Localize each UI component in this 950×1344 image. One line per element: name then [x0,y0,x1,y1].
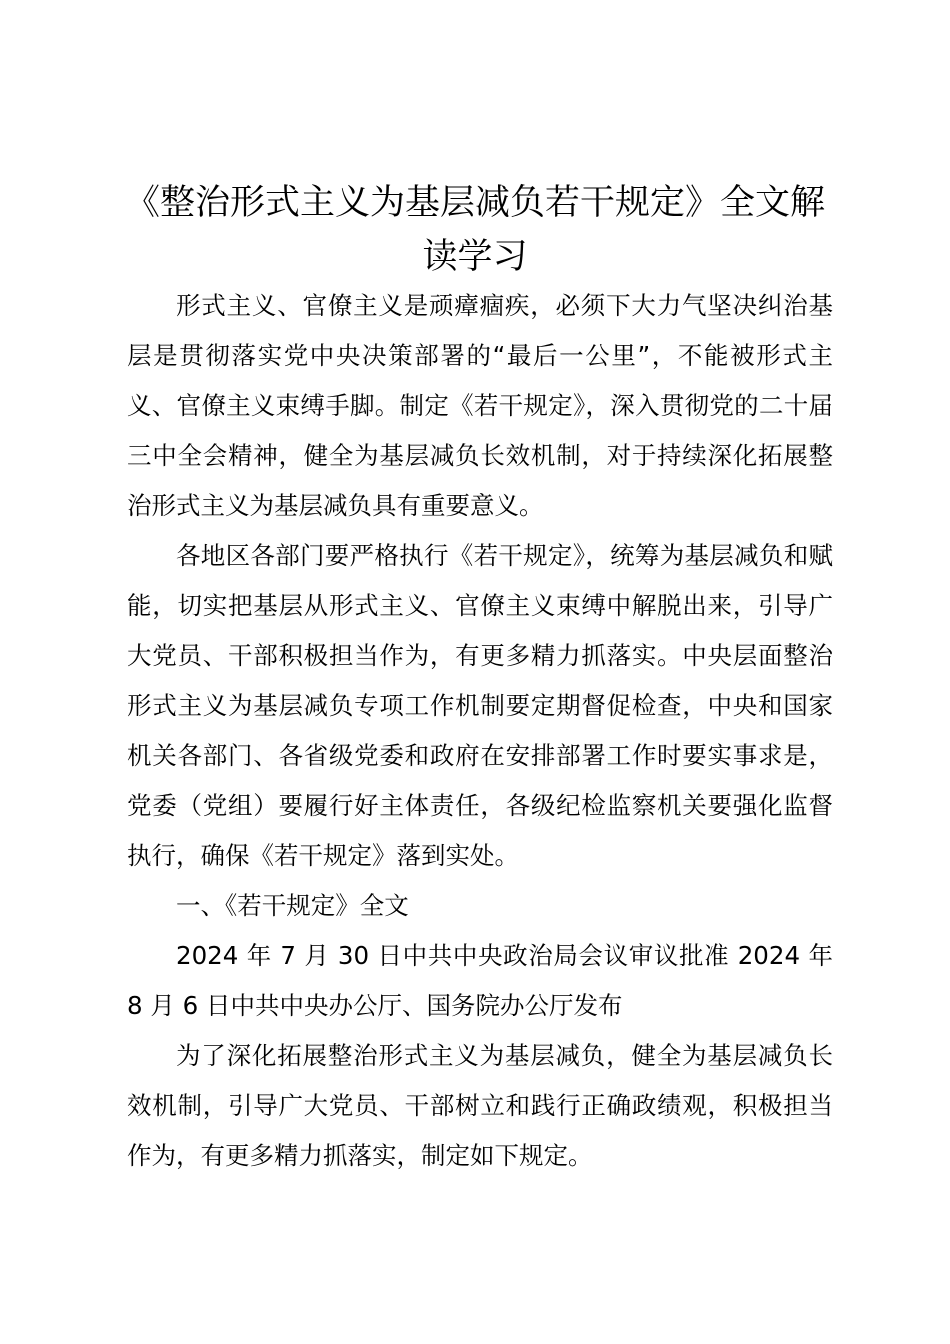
section-heading: 一、《若干规定》全文 [176,891,409,920]
paragraph-dates: 2024 年 7 月 30 日中共中央政治局会议审议批准 2024 年 8 月 6 日中共中央办公厅、国务院办公厅发布 [127,941,833,1020]
document-body [127,281,833,1181]
paragraph-intro: 形式主义、官僚主义是顽瘴痼疾，必须下大力气坚决纠治基层是贯彻落实党中央决策部署的“最后一公里”，不能被形式主义、官僚主义束缚手脚。制定《若干规定》，深入贯彻党的二十届三中全会精神，健全为基层减负长效机制，对于持续深化拓展整治形式主义为基层减负具有重要意义。 [127,291,833,520]
document-title: 《整治形式主义为基层减负若干规定》全文解读学习 [124,183,825,277]
paragraph-purpose: 为了深化拓展整治形式主义为基层减负，健全为基层减负长效机制，引导广大党员、干部树立和践行正确政绩观，积极担当作为，有更多精力抓落实，制定如下规定。 [127,1041,833,1170]
paragraph-requirements: 各地区各部门要严格执行《若干规定》，统筹为基层减负和赋能，切实把基层从形式主义、官僚主义束缚中解脱出来，引导广大党员、干部积极担当作为，有更多精力抓落实。中央层面整治形式主义为基层减负专项工作机制要定期督促检查，中央和国家机关各部门、各省级党委和政府在安排部署工作时要实事求是，党委（党组）要履行好主体责任，各级纪检监察机关要强化监督执行，确保《若干规定》落到实处。 [127,541,833,870]
